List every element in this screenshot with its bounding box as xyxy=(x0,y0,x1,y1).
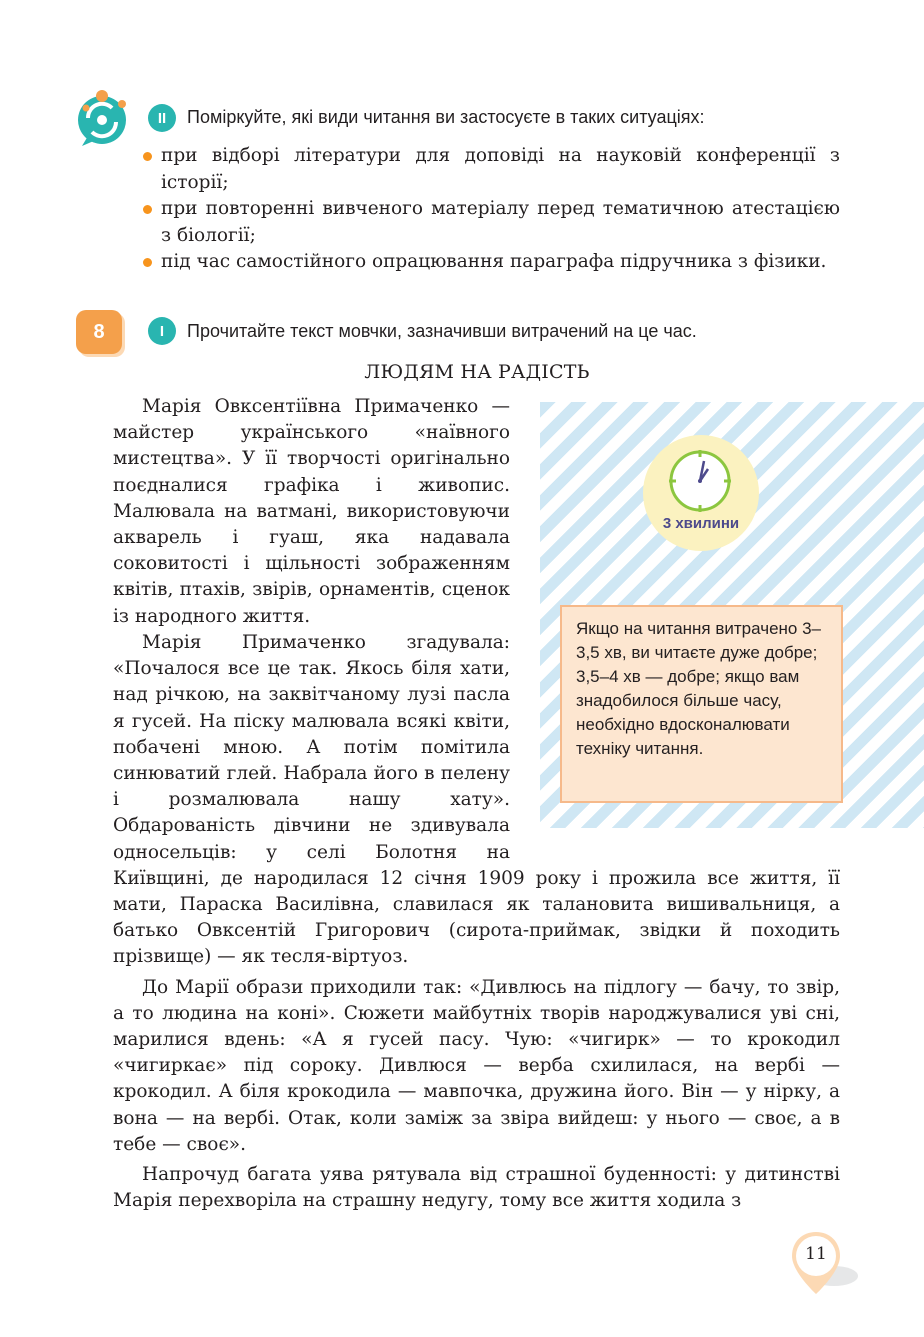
task-instruction: Прочитайте текст мовчки, зазначивши витрачений на це час. xyxy=(187,321,697,341)
situation-list xyxy=(143,143,840,276)
float-spacer xyxy=(510,630,840,840)
article-paragraph: Марія Примаченко згадувала: «Почалося все це так. Якось біля хати, над річкою, на заквітчаному лузі пасла я гусей. На піску малювала всякі квіти, побачені мною. А потім помітила синюватий глей. Набрала його в пелену і розмалювала нашу хату». Обдарованість дівчини не здивувала односельців: у селі Болотня на Київщині, де народилася 12 січня 1909 року і прожила все життя, її мати, Параска Василівна, славилася як талановита вишивальниця, а батько Овксентій Григорович (сирота-приймак, звідки й походить прізвище) — як тесля-віртуоз. xyxy=(113,632,840,968)
reading-speed-note: Якщо на читання витрачено 3–3,5 хв, ви читаєте дуже добре; 3,5–4 хв — добре; якщо вам знадобилося більше часу, необхідно вдосконалювати техніку читання. xyxy=(560,605,843,803)
clock-icon xyxy=(666,447,734,515)
thinking-icon xyxy=(74,88,132,148)
page-number: 11 xyxy=(805,1244,827,1264)
timer-label: 3 хвилини xyxy=(662,515,740,532)
article-title: ЛЮДЯМ НА РАДІСТЬ xyxy=(364,361,590,383)
page-number-marker xyxy=(788,1230,860,1302)
article-paragraph: Напрочуд багата уява рятувала від страшної буденності: у дитинстві Марія перехворіла на страшну недугу, тому все життя ходила з xyxy=(113,1164,840,1212)
level-badge-ii: II xyxy=(148,104,176,132)
list-item: при відборі літератури для доповіді на науковій конференції з історії; xyxy=(143,143,840,196)
task-instruction: Поміркуйте, які види читання ви застосуєте в таких ситуаціях: xyxy=(187,107,705,127)
article-paragraph: До Марії образи приходили так: «Дивлюсь на підлогу — бачу, то звір, а то людина на коні». Сюжети майбутніх творів народжувалися уві сні, марилися вдень: «А я гусей пасу. Чую: «чигирк» — то крокодил «чигиркає» під сороку. Дивлюся — верба схилилася, на вербі — крокодил. А біля крокодила — мавпочка, дружина його. Він — у нірку, а вона — на вербі. Отак, коли заміж за звіра вийдеш: у нього — своє, а в тебе — своє». xyxy=(113,976,840,1155)
article-body-narrow xyxy=(113,394,510,630)
article-paragraph: Марія Овксентіївна Примаченко — майстер українського «наївного мистецтва». У її творчості оригінально поєдналися графіка і живопис. Малювала на ватмані, використовуючи акварель і гуаш, яка надавала соковитості і щільності зображенням квітів, птахів, звірів, орнаментів, сценок із народного життя. xyxy=(113,396,510,627)
article-body-main xyxy=(113,630,840,1214)
list-item: під час самостійного опрацювання параграфа підручника з фізики. xyxy=(143,249,840,276)
task-number-badge: 8 xyxy=(76,310,122,354)
level-badge-i: I xyxy=(148,317,176,345)
list-item: при повторенні вивченого матеріалу перед тематичною атестацією з біології; xyxy=(143,196,840,249)
